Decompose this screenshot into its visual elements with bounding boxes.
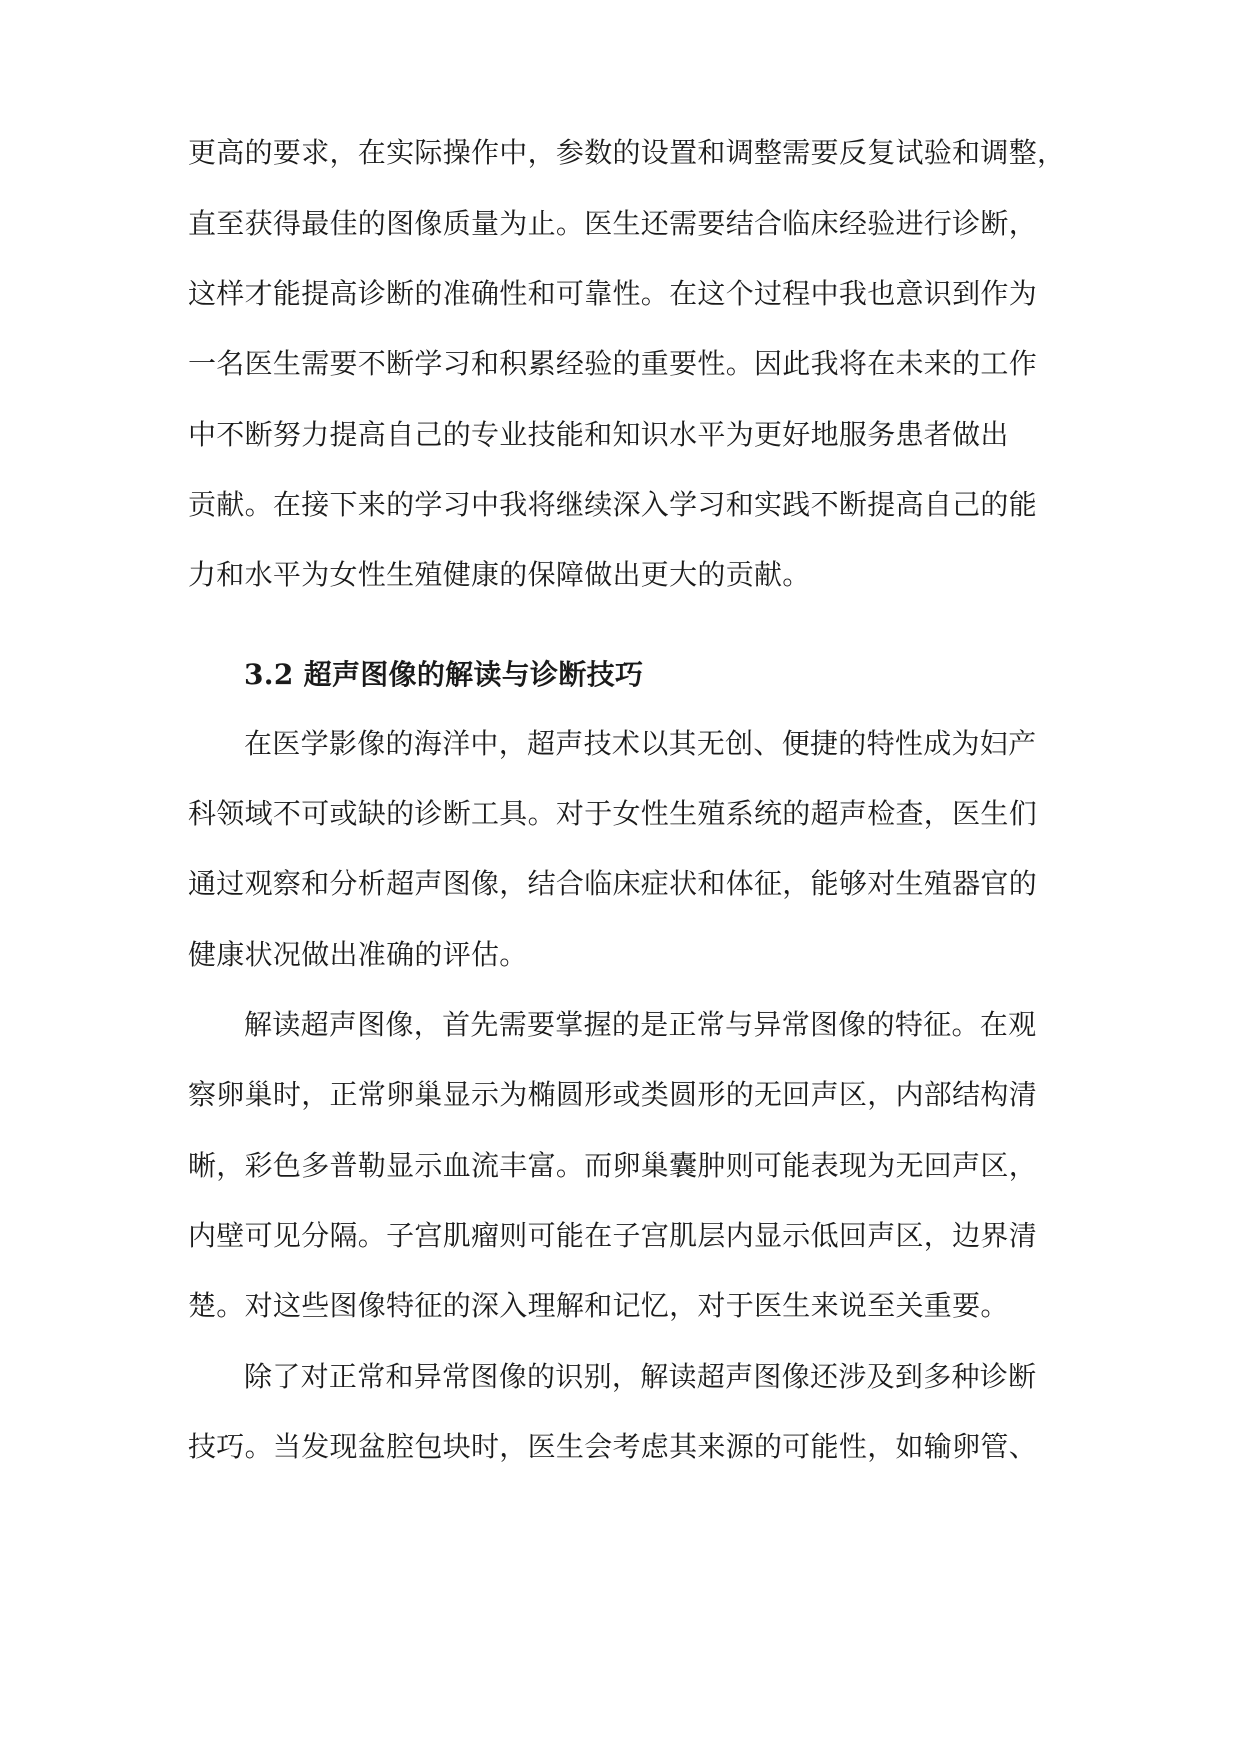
text-line: 这样才能提高诊断的准确性和可靠性。在这个过程中我也意识到作为 [188, 277, 1038, 310]
text-line: 一名医生需要不断学习和积累经验的重要性。因此我将在未来的工作 [188, 347, 1038, 380]
text-line: 在医学影像的海洋中，超声技术以其无创、便捷的特性成为妇产 [244, 727, 1037, 760]
text-line: 察卵巢时，正常卵巢显示为椭圆形或类圆形的无回声区，内部结构清 [188, 1078, 1038, 1111]
text-line: 更高的要求，在实际操作中，参数的设置和调整需要反复试验和调整， [188, 136, 1066, 169]
text-line: 除了对正常和异常图像的识别，解读超声图像还涉及到多种诊断 [244, 1360, 1037, 1393]
text-line: 解读超声图像，首先需要掌握的是正常与异常图像的特征。在观 [244, 1008, 1037, 1041]
text-line: 晰，彩色多普勒显示血流丰富。而卵巢囊肿则可能表现为无回声区， [188, 1149, 1038, 1182]
text-line: 力和水平为女性生殖健康的保障做出更大的贡献。 [188, 558, 811, 591]
text-line: 通过观察和分析超声图像，结合临床症状和体征，能够对生殖器官的 [188, 867, 1038, 900]
text-line: 健康状况做出准确的评估。 [188, 938, 528, 971]
text-line: 直至获得最佳的图像质量为止。医生还需要结合临床经验进行诊断， [188, 207, 1038, 240]
section-heading: 3.2 超声图像的解读与诊断技巧 [244, 658, 644, 691]
text-line: 中不断努力提高自己的专业技能和知识水平为更好地服务患者做出 [188, 418, 1009, 451]
text-line: 技巧。当发现盆腔包块时，医生会考虑其来源的可能性，如输卵管、 [188, 1430, 1038, 1463]
text-line: 科领域不可或缺的诊断工具。对于女性生殖系统的超声检查，医生们 [188, 797, 1038, 830]
text-line: 内壁可见分隔。子宫肌瘤则可能在子宫肌层内显示低回声区，边界清 [188, 1219, 1038, 1252]
text-line: 楚。对这些图像特征的深入理解和记忆，对于医生来说至关重要。 [188, 1289, 1009, 1322]
text-line: 贡献。在接下来的学习中我将继续深入学习和实践不断提高自己的能 [188, 488, 1038, 521]
